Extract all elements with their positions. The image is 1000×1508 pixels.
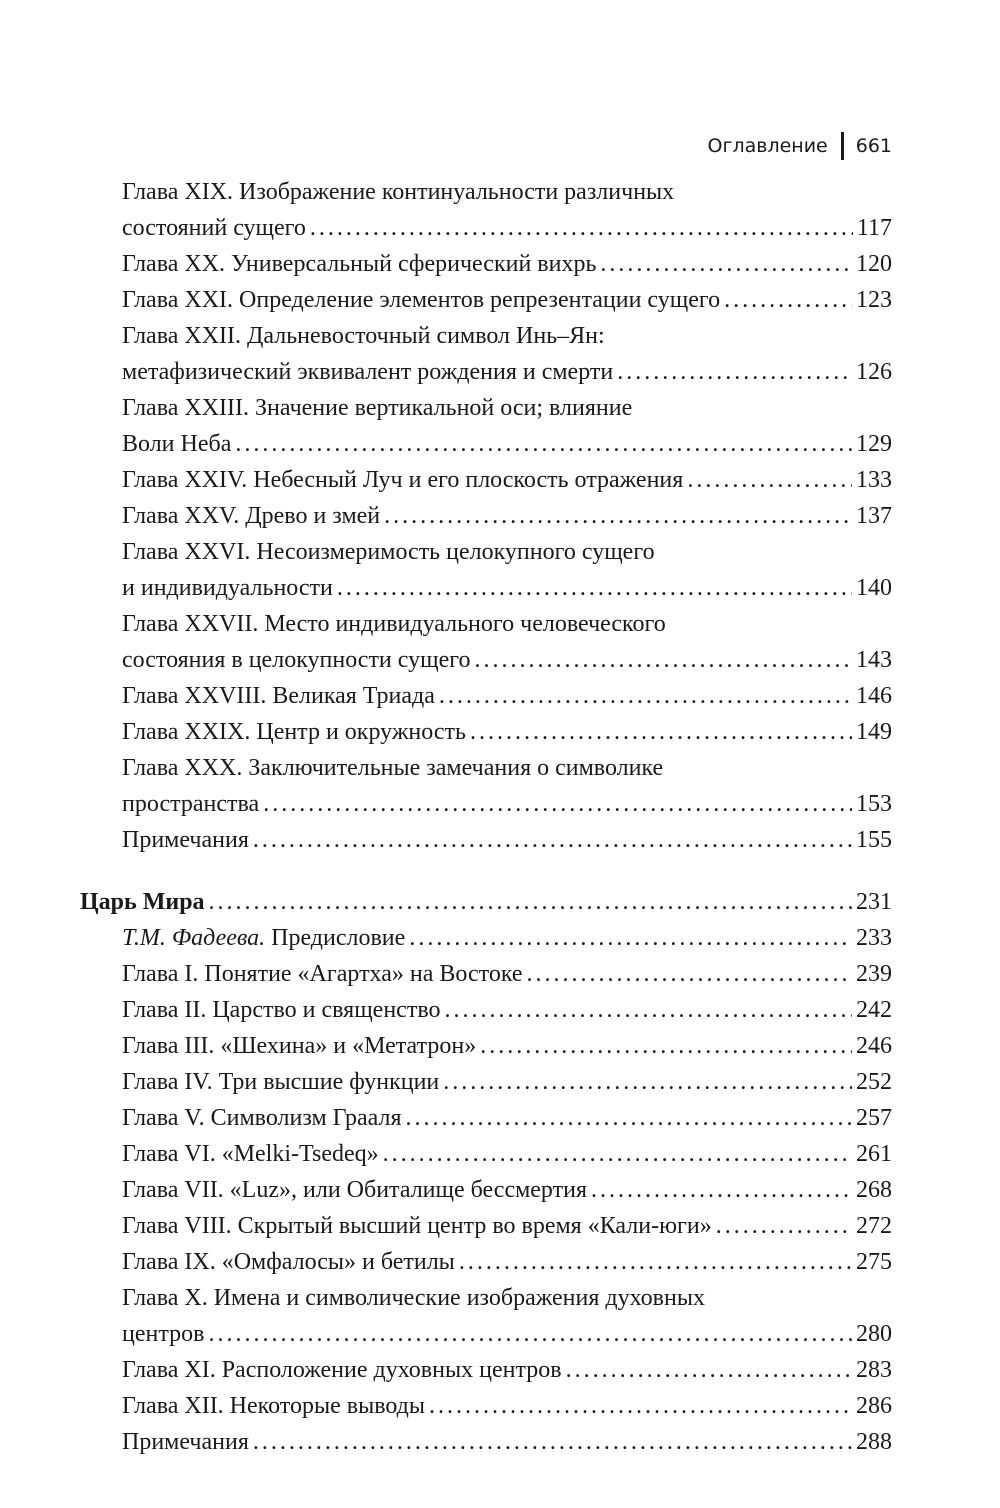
dot-leader	[439, 678, 852, 714]
toc-entry-text: Глава IV. Три высшие функции	[122, 1069, 440, 1095]
dot-leader	[409, 920, 852, 956]
dot-leader	[617, 354, 852, 390]
toc-entry-page: 133	[856, 467, 892, 493]
dot-leader	[429, 1388, 852, 1424]
dot-leader	[600, 246, 852, 282]
toc-entry-text: Глава II. Царство и священство	[122, 997, 441, 1023]
toc-entry-line	[80, 956, 892, 992]
toc-entry-text: Глава VI. «Melki-Tsedeq»	[122, 1141, 379, 1167]
toc-entry-text: пространства	[122, 791, 260, 817]
toc-entry-line	[80, 714, 892, 750]
toc-entry-page: 272	[856, 1213, 892, 1239]
toc-entry-line	[80, 1280, 892, 1316]
toc-entry-page: 155	[856, 827, 892, 853]
dot-leader	[480, 1028, 852, 1064]
toc-entry-text: Примечания	[122, 1429, 249, 1455]
toc-entry-page: 239	[856, 961, 892, 987]
dot-leader	[337, 570, 852, 606]
toc-entry-page: 137	[856, 503, 892, 529]
toc-block-1	[80, 174, 892, 858]
header-divider	[841, 132, 844, 160]
toc-entry-line	[80, 354, 892, 390]
toc-entry-page: 120	[856, 251, 892, 277]
book-page: 231	[856, 889, 892, 915]
toc-entry-text: Примечания	[122, 827, 249, 853]
toc-entry-page: 117	[856, 215, 892, 241]
toc-entry-line	[80, 426, 892, 462]
toc-entry-text: Глава XXI. Определение элементов репрезентации сущего	[122, 287, 721, 313]
book-title: Царь Мира	[80, 889, 205, 915]
toc-entry-line	[80, 462, 892, 498]
preface-title	[122, 920, 405, 956]
toc-entry-text: метафизический эквивалент рождения и смерти	[122, 359, 614, 385]
toc-entry-page: 242	[856, 997, 892, 1023]
dot-leader	[459, 1244, 852, 1280]
toc-entry-line	[80, 606, 892, 642]
toc-entry-line	[80, 1316, 892, 1352]
dot-leader	[383, 1136, 852, 1172]
toc-entry-line	[80, 390, 892, 426]
toc-entry-line	[80, 498, 892, 534]
preface-page: 233	[856, 925, 892, 951]
toc-entry-line	[80, 318, 892, 354]
toc-entry-text: Глава XXVII. Место индивидуального человеческого	[122, 611, 666, 637]
toc-entry-text: Глава XXIII. Значение вертикальной оси; влияние	[122, 395, 633, 421]
toc-entry-line	[80, 210, 892, 246]
toc-entry-line	[80, 1172, 892, 1208]
page-number: 661	[855, 135, 892, 157]
dot-leader	[687, 462, 852, 498]
toc-entry-text: Глава XXII. Дальневосточный символ Инь–Ян:	[122, 323, 605, 349]
toc-entry-text: Глава XXX. Заключительные замечания о символике	[122, 755, 664, 781]
toc-entry-page: 129	[856, 431, 892, 457]
toc-entry-text: Глава XXV. Древо и змей	[122, 503, 381, 529]
running-header-section: Оглавление	[707, 135, 828, 157]
preface-label: Предисловие	[271, 925, 406, 951]
toc-entry-page: 126	[856, 359, 892, 385]
toc-entry-line	[80, 174, 892, 210]
toc-entry-page: 149	[856, 719, 892, 745]
preface-author: Т.М. Фадеева.	[122, 925, 266, 951]
toc-entry-page: 252	[856, 1069, 892, 1095]
toc-entry-page: 286	[856, 1393, 892, 1419]
toc-preface-entry	[80, 920, 892, 956]
dot-leader	[208, 1316, 852, 1352]
toc-entry-text: Глава VII. «Luz», или Обиталище бессмертия	[122, 1177, 587, 1203]
toc-entry-text: центров	[122, 1321, 205, 1347]
dot-leader	[310, 210, 853, 246]
toc-entry-text: Глава XX. Универсальный сферический вихрь	[122, 251, 597, 277]
dot-leader	[591, 1172, 852, 1208]
table-of-contents	[80, 174, 892, 1460]
dot-leader	[406, 1100, 852, 1136]
toc-entry-text: Глава XXVI. Несоизмеримость целокупного сущего	[122, 539, 655, 565]
toc-entry-line	[80, 786, 892, 822]
toc-entry-text: Глава XXIV. Небесный Луч и его плоскость отражения	[122, 467, 684, 493]
toc-entry-page: 140	[856, 575, 892, 601]
toc-entry-line	[80, 570, 892, 606]
toc-entry-line	[80, 1388, 892, 1424]
dot-leader	[253, 1424, 852, 1460]
toc-book-entry	[80, 884, 892, 920]
toc-entry-page: 123	[856, 287, 892, 313]
toc-entry-line	[80, 750, 892, 786]
toc-entry-text: Глава VIII. Скрытый высший центр во время «Кали-юги»	[122, 1213, 712, 1239]
dot-leader	[724, 282, 852, 318]
toc-entry-line	[80, 1064, 892, 1100]
toc-entry-page: 288	[856, 1429, 892, 1455]
dot-leader	[443, 1064, 852, 1100]
toc-entry-line	[80, 1136, 892, 1172]
toc-entry-text: состояний сущего	[122, 215, 306, 241]
toc-entry-line	[80, 534, 892, 570]
dot-leader	[263, 786, 852, 822]
toc-entry-line	[80, 282, 892, 318]
dot-leader	[444, 992, 852, 1028]
dot-leader	[527, 956, 852, 992]
dot-leader	[384, 498, 852, 534]
dot-leader	[470, 714, 852, 750]
toc-entry-line	[80, 992, 892, 1028]
toc-entry-text: Глава XIX. Изображение континуальности различных	[122, 179, 675, 205]
toc-entry-line	[80, 246, 892, 282]
toc-entry-line	[80, 1424, 892, 1460]
toc-entry-text: и индивидуальности	[122, 575, 333, 601]
toc-entry-page: 257	[856, 1105, 892, 1131]
toc-entry-text: состояния в целокупности сущего	[122, 647, 471, 673]
toc-entry-text: Глава III. «Шехина» и «Метатрон»	[122, 1033, 477, 1059]
toc-entry-page: 280	[856, 1321, 892, 1347]
toc-entry-line	[80, 1208, 892, 1244]
toc-entry-page: 143	[856, 647, 892, 673]
toc-entry-text: Воли Неба	[122, 431, 232, 457]
toc-entry-text: Глава XXIX. Центр и окружность	[122, 719, 466, 745]
toc-entry-text: Глава XII. Некоторые выводы	[122, 1393, 426, 1419]
toc-entry-page: 153	[856, 791, 892, 817]
toc-entry-text: Глава V. Символизм Грааля	[122, 1105, 402, 1131]
toc-entry-page: 146	[856, 683, 892, 709]
toc-entry-text: Глава IX. «Омфалосы» и бетилы	[122, 1249, 455, 1275]
toc-entry-text: Глава I. Понятие «Агартха» на Востоке	[122, 961, 523, 987]
dot-leader	[253, 822, 852, 858]
toc-entry-text: Глава X. Имена и символические изображения духовных	[122, 1285, 705, 1311]
toc-entry-page: 283	[856, 1357, 892, 1383]
dot-leader	[209, 884, 852, 920]
toc-block-2	[80, 956, 892, 1460]
toc-entry-page: 275	[856, 1249, 892, 1275]
toc-entry-page: 268	[856, 1177, 892, 1203]
toc-entry-text: Глава XI. Расположение духовных центров	[122, 1357, 562, 1383]
toc-entry-line	[80, 1244, 892, 1280]
toc-entry-page: 246	[856, 1033, 892, 1059]
toc-entry-page: 261	[856, 1141, 892, 1167]
toc-entry-text: Глава XXVIII. Великая Триада	[122, 683, 435, 709]
dot-leader	[566, 1352, 852, 1388]
block-gap	[80, 858, 892, 884]
toc-entry-line	[80, 642, 892, 678]
toc-entry-line	[80, 822, 892, 858]
running-header	[708, 128, 892, 164]
toc-entry-line	[80, 1028, 892, 1064]
dot-leader	[235, 426, 852, 462]
toc-entry-line	[80, 1352, 892, 1388]
toc-entry-line	[80, 678, 892, 714]
dot-leader	[716, 1208, 852, 1244]
dot-leader	[475, 642, 853, 678]
toc-entry-line	[80, 1100, 892, 1136]
